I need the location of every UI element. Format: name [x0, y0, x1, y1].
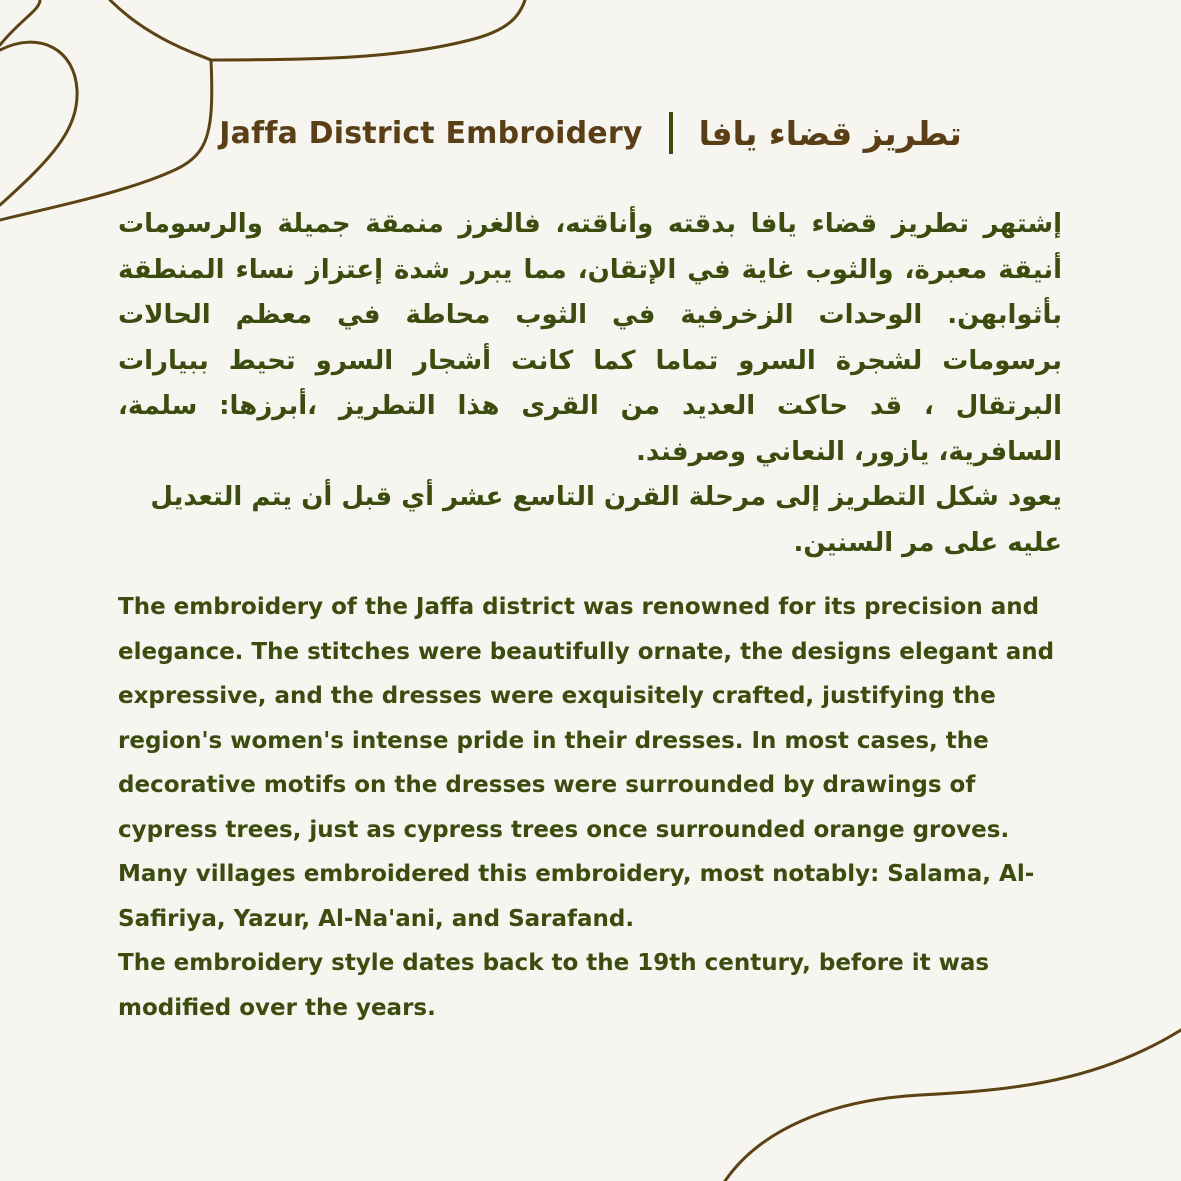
title-separator — [669, 112, 673, 154]
bottom-right-curve — [725, 1030, 1181, 1181]
top-left-arc — [0, 0, 40, 45]
english-paragraph-2: The embroidery style dates back to the 19th century, before it was modified over the years. — [118, 950, 990, 1021]
arabic-paragraph-1: إشتهر تطريز قضاء يافا بدقته وأناقته، فالغرز منمقة جميلة والرسومات أنيقة معبرة، والثوب غاية في الإتقان، مما يبرر شدة إعتزاز نساء المنطقة بأثوابهن. الوحدات الزخرفية في الثوب محاطة في معظم الحالات برسومات لشجرة السرو تماما كما كانت أشجار السرو تحيط ببيارات البرتقال ، قد حاكت العديد من القرى هذا التطريز ،أبرزها: سلمة، السافرية، يازور، النعاني وصرفند. — [118, 209, 1062, 467]
title-english: Jaffa District Embroidery — [219, 115, 643, 151]
arabic-paragraph-2: يعود شكل التطريز إلى مرحلة القرن التاسع عشر أي قبل أن يتم التعديل عليه على مر السنين. — [150, 482, 1062, 558]
english-paragraph-1: The embroidery of the Jaffa district was renowned for its precision and elegance. The stitches were beautifully ornate, the designs elegant and expressive, and the dresses were exquisitely crafted, justifying the region's women's intense pride in their dresses. In most cases, the decorative motifs on the dresses were surrounded by drawings of cypress trees, just as cypress trees once surrounded orange groves. Many villages embroidered this embroidery, most notably: Salama, Al-Safiriya, Yazur, Al-Na'ani, and Sarafand. — [118, 594, 1055, 932]
top-right-wave — [211, 0, 525, 60]
arabic-body — [118, 202, 1062, 566]
title-arabic: تطريز قضاء يافا — [698, 113, 962, 153]
top-left-flourish — [0, 0, 212, 220]
english-body — [118, 585, 1063, 1030]
page-header — [0, 112, 1181, 154]
